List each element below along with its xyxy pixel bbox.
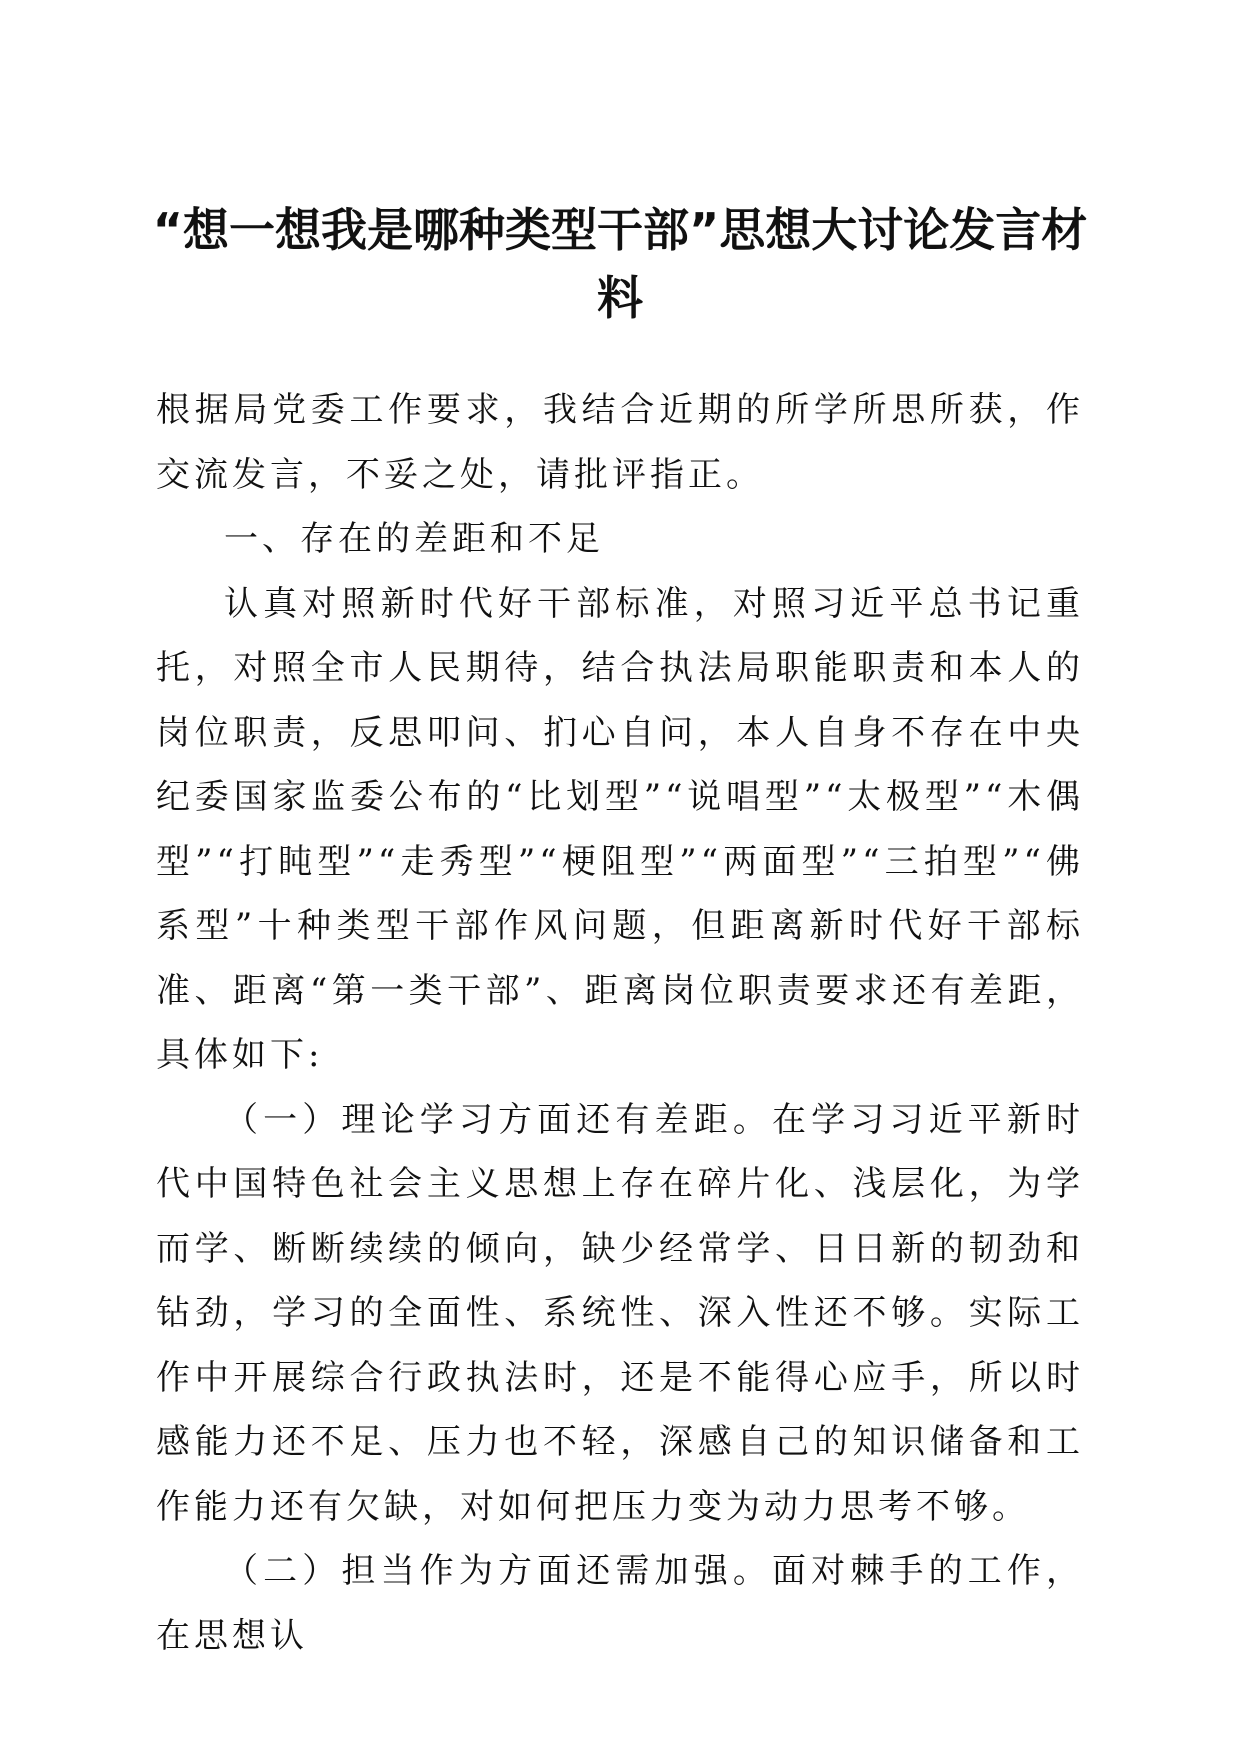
- document-title: “想一想我是哪种类型干部”思想大讨论发言材料: [152, 203, 1088, 325]
- paragraph-self-check: 认真对照新时代好干部标准，对照习近平总书记重托，对照全市人民期待，结合执法局职能职责和本人的岗位职责，反思叩问、扪心自问，本人自身不存在中央纪委国家监委公布的“比划型”“说唱型”“太极型”“木偶型”“打盹型”“走秀型”“梗阻型”“两面型”“三拍型”“佛系型”十种类型干部作风问题，但距离新时代好干部标准、距离“第一类干部”、距离岗位职责要求还有差距，具体如下:: [156, 583, 1084, 1075]
- paragraph-intro: 根据局党委工作要求，我结合近期的所学所思所获，作交流发言，不妥之处，请批评指正。: [156, 390, 1084, 495]
- section-heading-gaps: 一、存在的差距和不足: [224, 519, 604, 559]
- paragraph-responsibility: （二）担当作为方面还需加强。面对棘手的工作，在思想认: [156, 1551, 1084, 1656]
- document-body: [156, 378, 1084, 1668]
- paragraph-theory-study: （一）理论学习方面还有差距。在学习习近平新时代中国特色社会主义思想上存在碎片化、浅层化，为学而学、断断续续的倾向，缺少经常学、日日新的韧劲和钻劲，学习的全面性、系统性、深入性还不够。实际工作中开展综合行政执法时，还是不能得心应手，所以时感能力还不足、压力也不轻，深感自己的知识储备和工作能力还有欠缺，对如何把压力变为动力思考不够。: [156, 1099, 1084, 1527]
